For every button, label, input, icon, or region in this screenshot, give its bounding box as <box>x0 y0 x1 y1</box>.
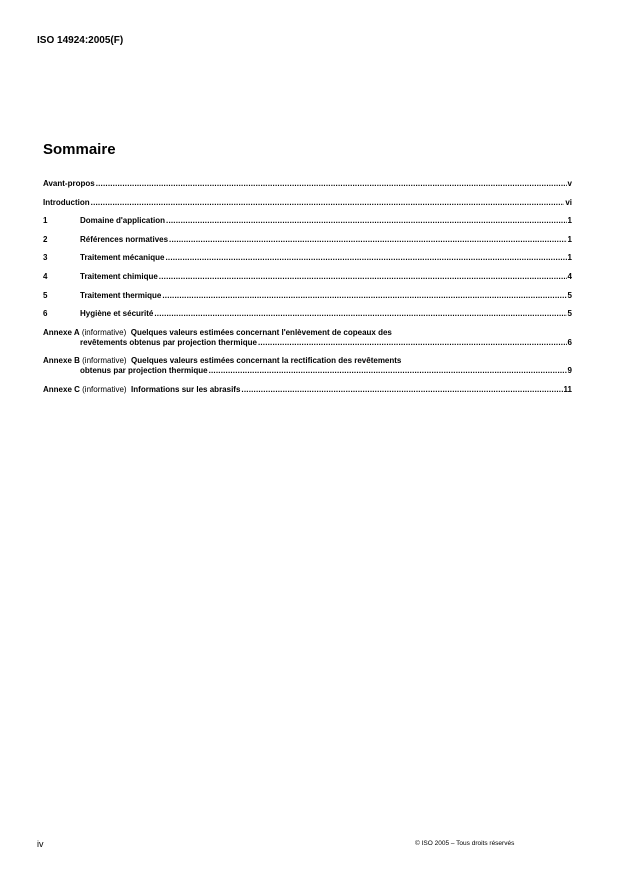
annex-prefix: Annexe C <box>43 384 80 394</box>
leader-dots <box>91 198 565 208</box>
toc-entry-annexe-a[interactable] <box>43 328 572 348</box>
toc-label: Hygiène et sécurité <box>80 309 154 319</box>
toc-label: Références normatives <box>80 234 169 244</box>
annex-continuation-line <box>43 338 572 348</box>
toc-number: 3 <box>43 253 48 263</box>
annex-kind: (informative) <box>82 384 127 394</box>
toc-page: 6 <box>567 337 572 347</box>
annex-heading <box>43 385 240 395</box>
annex-title-line1: Quelques valeurs estimées concernant la rectification des revêtements <box>131 356 402 366</box>
toc-page: 11 <box>563 384 572 394</box>
leader-dots <box>169 235 567 245</box>
annex-title-line1: Quelques valeurs estimées concernant l'enlèvement de copeaux des <box>130 327 392 337</box>
page-number: iv <box>37 839 44 849</box>
toc-label: Domaine d'application <box>80 216 166 226</box>
toc-entry-annexe-c[interactable] <box>43 385 572 395</box>
page-title: Sommaire <box>43 141 116 158</box>
leader-dots <box>159 272 567 282</box>
toc-label: Introduction <box>43 197 90 207</box>
toc-entry-5[interactable] <box>43 291 572 301</box>
table-of-contents <box>43 179 572 404</box>
toc-page: vi <box>565 197 572 207</box>
toc-page: v <box>567 179 572 188</box>
leader-dots <box>162 291 566 301</box>
annex-kind: (informative) <box>81 327 127 337</box>
toc-label: Traitement mécanique <box>80 253 165 263</box>
toc-entry-4[interactable] <box>43 272 572 282</box>
annex-kind: (informative) <box>82 356 127 366</box>
toc-page: 5 <box>567 290 572 300</box>
toc-page: 1 <box>567 216 572 226</box>
toc-page: 9 <box>567 366 572 376</box>
leader-dots <box>165 253 566 263</box>
toc-entry-introduction[interactable] <box>43 198 572 208</box>
annex-heading-line <box>43 356 572 366</box>
leader-dots <box>154 309 566 319</box>
toc-number: 2 <box>43 234 48 244</box>
toc-page: 5 <box>567 309 572 319</box>
leader-dots <box>166 216 567 226</box>
toc-number: 5 <box>43 290 48 300</box>
annex-prefix: Annexe B <box>43 356 80 366</box>
leader-dots <box>241 385 562 395</box>
annex-title-line1: Informations sur les abrasifs <box>131 384 241 394</box>
annex-continuation-line <box>43 366 572 376</box>
toc-entry-6[interactable] <box>43 309 572 319</box>
toc-label: Avant-propos <box>43 179 95 188</box>
annex-title-line2: obtenus par projection thermique <box>80 366 208 376</box>
document-id: ISO 14924:2005(F) <box>37 35 124 46</box>
toc-entry-annexe-b[interactable] <box>43 356 572 376</box>
copyright-notice: © ISO 2005 – Tous droits réservés <box>415 840 515 847</box>
leader-dots <box>209 366 567 376</box>
leader-dots <box>96 179 567 189</box>
toc-entry-avant-propos[interactable] <box>43 179 572 189</box>
annex-title-line2: revêtements obtenus par projection thermique <box>80 337 257 347</box>
toc-entry-3[interactable] <box>43 253 572 263</box>
toc-page: 4 <box>567 271 572 281</box>
toc-entry-1[interactable] <box>43 216 572 226</box>
toc-number: 6 <box>43 309 48 319</box>
toc-page: 1 <box>567 253 572 263</box>
leader-dots <box>258 338 567 348</box>
toc-number: 4 <box>43 271 48 281</box>
toc-page: 1 <box>567 234 572 244</box>
toc-label: Traitement chimique <box>80 271 158 281</box>
annex-prefix: Annexe A <box>43 327 80 337</box>
toc-entry-2[interactable] <box>43 235 572 245</box>
toc-number: 1 <box>43 216 48 226</box>
toc-label: Traitement thermique <box>80 290 162 300</box>
annex-heading-line <box>43 328 572 338</box>
